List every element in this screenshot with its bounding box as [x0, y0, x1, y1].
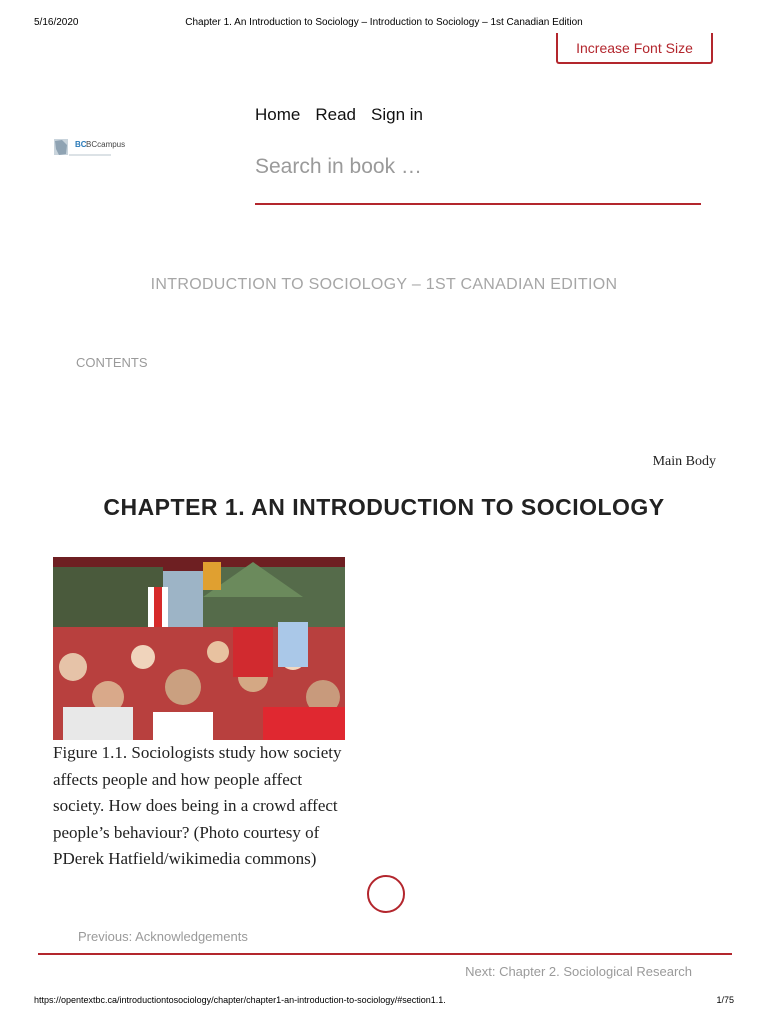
divider: [38, 953, 732, 955]
print-date: 5/16/2020: [34, 17, 79, 28]
top-nav: [255, 105, 423, 125]
book-title[interactable]: INTRODUCTION TO SOCIOLOGY – 1ST CANADIAN EDITION: [150, 276, 618, 293]
svg-text:BC: BC: [75, 140, 87, 149]
next-link[interactable]: Next: Chapter 2. Sociological Research: [465, 964, 692, 979]
print-header: [0, 17, 768, 31]
nav-sign-in[interactable]: Sign in: [371, 105, 423, 124]
previous-link[interactable]: Previous: Acknowledgements: [78, 929, 248, 944]
contents-toggle[interactable]: CONTENTS: [76, 355, 148, 370]
search-input[interactable]: [255, 147, 701, 187]
nav-home[interactable]: Home: [255, 105, 301, 124]
chapter-title: CHAPTER 1. AN INTRODUCTION TO SOCIOLOGY: [103, 494, 665, 520]
print-url: https://opentextbc.ca/introductiontosociology/chapter/chapter1-an-introduction-to-sociology/#section1.1.: [34, 995, 446, 1005]
bccampus-logo[interactable]: [53, 137, 126, 159]
part-label: Main Body: [652, 454, 716, 469]
scroll-to-top-button[interactable]: [367, 875, 405, 913]
increase-font-size-button[interactable]: Increase Font Size: [556, 33, 713, 64]
print-page-number: 1/75: [716, 995, 734, 1005]
crowd-photo: [53, 557, 345, 740]
print-title: Chapter 1. An Introduction to Sociology – Introduction to Sociology – 1st Canadian Edition: [185, 17, 583, 28]
nav-read[interactable]: Read: [315, 105, 356, 124]
logo-text: BCcampus: [86, 140, 126, 149]
search-box: [255, 147, 701, 205]
figure-caption: Figure 1.1. Sociologists study how society affects people and how people affect society. How does being in a crowd affect people’s behaviour? (Photo courtesy of PDerek Hatfield/wikimedia commons): [53, 743, 342, 869]
